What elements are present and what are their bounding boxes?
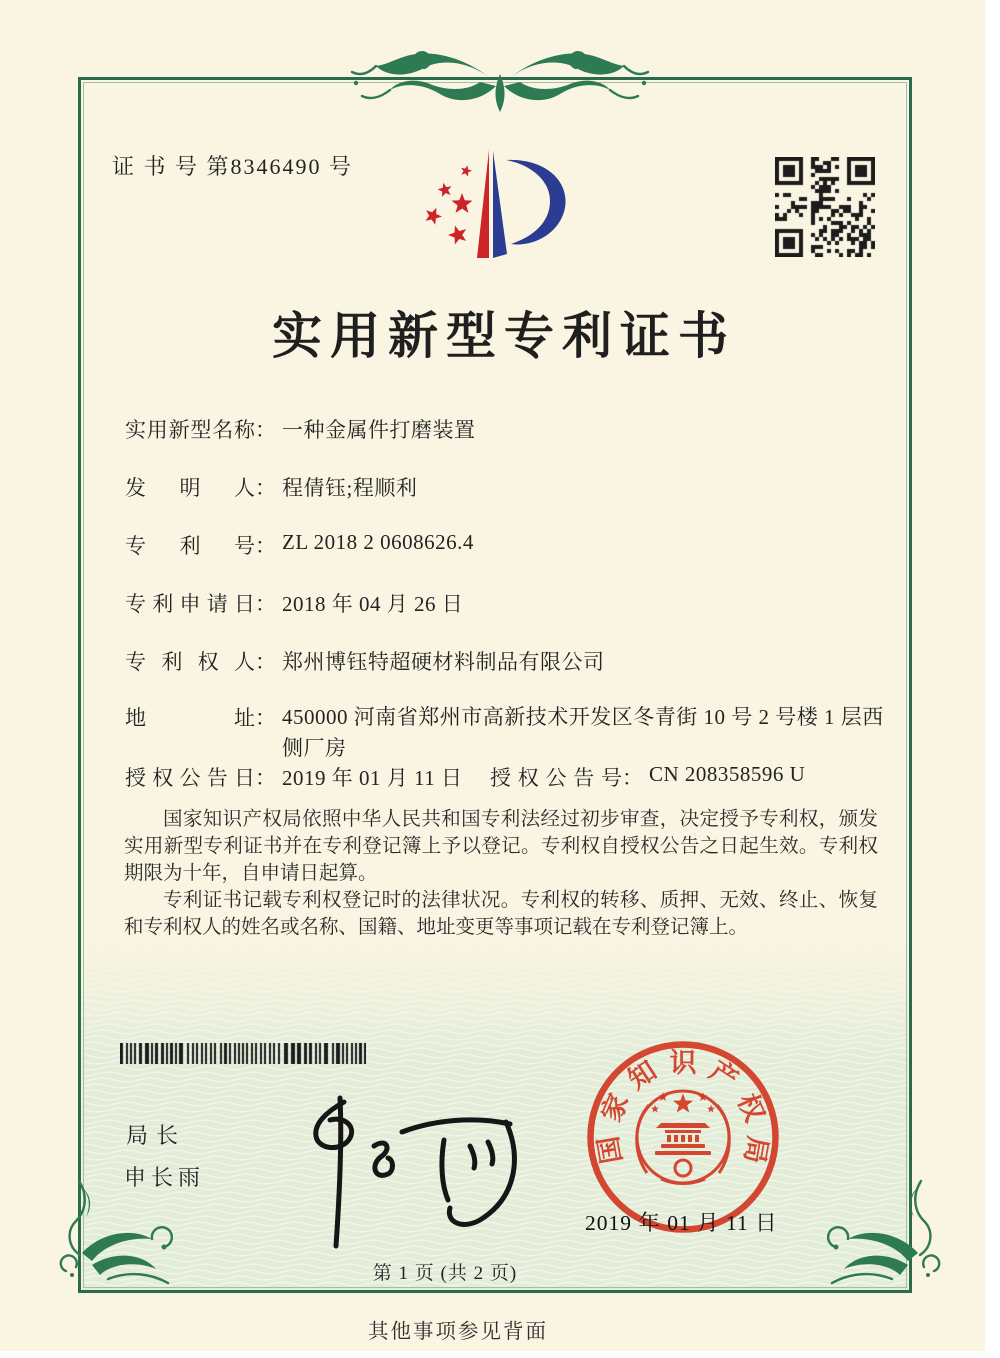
national-emblem-icon xyxy=(655,1123,711,1176)
svg-text:产: 产 xyxy=(704,1055,744,1096)
director-title: 局长 xyxy=(126,1123,187,1148)
field-row-address xyxy=(125,702,895,764)
field-row-filing-date xyxy=(125,588,895,618)
svg-text:识: 识 xyxy=(669,1048,697,1078)
field-row-inventor xyxy=(125,472,895,502)
field-value: 郑州博钰特超硬材料制品有限公司 xyxy=(282,650,605,674)
field-colon: ： xyxy=(255,418,276,442)
page-number: 第 1 页 (共 2 页) xyxy=(372,1263,518,1284)
director-signature-icon xyxy=(266,1088,536,1258)
bottom-right-flourish-ornament-icon xyxy=(802,1175,952,1325)
field-label: 发明人 xyxy=(125,476,255,500)
svg-text:局: 局 xyxy=(738,1133,773,1166)
field-value: 2019 年 01 月 11 日 xyxy=(282,766,463,790)
field-row-utility-model-name xyxy=(125,414,895,444)
field-label: 地址 xyxy=(125,706,255,730)
svg-text:权: 权 xyxy=(731,1089,771,1127)
field-label: 专利申请日 xyxy=(125,592,255,616)
svg-text:知: 知 xyxy=(622,1055,662,1096)
certificate-number: 证 书 号 第8346490 号 xyxy=(112,154,354,179)
svg-text:国: 国 xyxy=(593,1133,628,1166)
scan-edge-right xyxy=(985,0,1000,1358)
field-label: 授权公告日 xyxy=(125,766,255,790)
field-label: 实用新型名称 xyxy=(125,418,255,442)
director-name: 申长雨 xyxy=(124,1165,206,1190)
field-value: 一种金属件打磨装置 xyxy=(282,418,476,442)
field-row-patent-number xyxy=(125,530,895,560)
field-colon: ： xyxy=(255,534,276,558)
barcode xyxy=(120,1043,366,1064)
body-paragraph: 国家知识产权局依照中华人民共和国专利法经过初步审查，决定授予专利权，颁发实用新型专利证书并在专利登记簿上予以登记。专利权自授权公告之日起生效。专利权期限为十年，自申请日起算。 xyxy=(124,809,878,884)
field-value: ZL 2018 2 0608626.4 xyxy=(282,530,474,554)
field-colon: ： xyxy=(622,766,643,790)
certificate-title: 实用新型专利证书 xyxy=(272,308,736,364)
field-value: 2018 年 04 月 26 日 xyxy=(282,592,464,616)
field-row-patentee xyxy=(125,646,895,676)
field-colon: ： xyxy=(255,592,276,616)
field-label: 授权公告号 xyxy=(490,766,622,790)
legal-text-block xyxy=(124,806,878,941)
field-value: 450000 河南省郑州市高新技术开发区冬青街 10 号 2 号楼 1 层西侧厂房 xyxy=(282,705,884,760)
field-value: 程倩钰;程顺利 xyxy=(282,476,418,500)
field-label: 专利号 xyxy=(125,534,255,558)
footer-note: 其他事项参见背面 xyxy=(368,1321,548,1343)
svg-text:家: 家 xyxy=(595,1089,635,1127)
field-label: 专利权人 xyxy=(125,650,255,674)
grant-number-pair xyxy=(490,762,805,792)
qr-code xyxy=(775,157,875,257)
top-flourish-ornament-icon xyxy=(340,36,660,126)
field-row-grant-date-and-number xyxy=(125,762,895,792)
body-paragraph: 专利证书记载专利权登记时的法律状况。专利权的转移、质押、无效、终止、恢复和专利权人的姓名或名称、国籍、地址变更等事项记载在专利登记簿上。 xyxy=(124,890,878,938)
field-value: CN 208358596 U xyxy=(649,762,806,786)
scan-edge-bottom xyxy=(0,1351,1000,1358)
field-colon: ： xyxy=(255,766,276,790)
field-colon: ： xyxy=(255,476,276,500)
field-colon: ： xyxy=(255,706,276,730)
bottom-left-flourish-ornament-icon xyxy=(48,1175,198,1325)
seal-date: 2019 年 01 月 11 日 xyxy=(585,1211,778,1235)
field-colon: ： xyxy=(255,650,276,674)
cnipa-logo-icon xyxy=(420,140,590,270)
